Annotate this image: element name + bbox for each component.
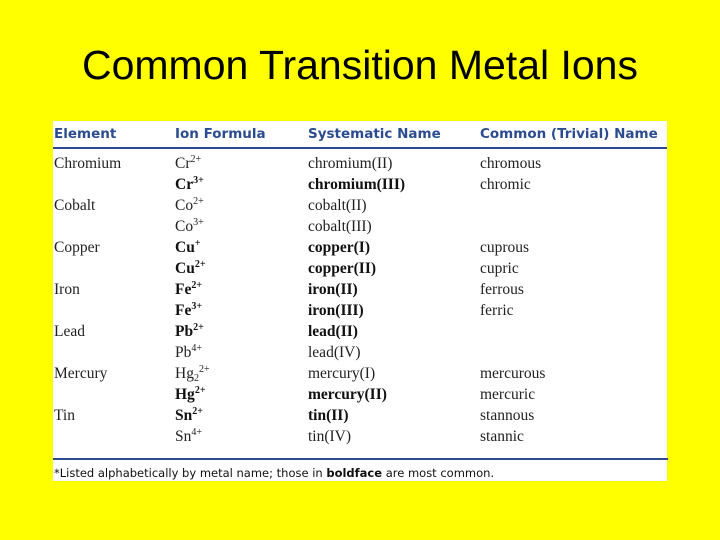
ion-formula-cell	[175, 365, 210, 383]
table-row	[53, 195, 667, 216]
ion-symbol: Cr	[175, 155, 191, 172]
ion-charge: 2+	[191, 280, 203, 291]
table-row	[53, 237, 667, 258]
ion-formula-cell	[175, 197, 204, 215]
table-row	[53, 342, 667, 363]
ion-symbol: Hg	[175, 386, 195, 403]
ion-symbol: Co	[175, 197, 194, 214]
systematic-name-cell: copper(I)	[308, 239, 370, 256]
common-name-cell: mercurous	[480, 365, 546, 382]
ion-charge: 4+	[191, 343, 203, 354]
systematic-name-cell: mercury(I)	[308, 365, 376, 382]
ion-formula-cell	[175, 428, 202, 446]
ion-symbol: Sn	[175, 407, 193, 424]
ion-symbol: Cu	[175, 260, 195, 277]
ion-formula-cell	[175, 407, 203, 425]
ion-charge: 2+	[198, 364, 210, 375]
systematic-name-cell: chromium(II)	[308, 155, 393, 172]
ion-symbol: Cr	[175, 176, 194, 193]
table-row	[53, 279, 667, 300]
element-cell: Iron	[54, 281, 80, 298]
ion-charge: 2+	[193, 196, 204, 207]
ion-formula-cell	[175, 344, 202, 362]
header-element: Element	[54, 126, 117, 142]
ion-formula-cell	[175, 218, 204, 236]
common-name-cell: ferric	[480, 302, 514, 319]
ion-formula-cell	[175, 176, 204, 194]
systematic-name-cell: cobalt(II)	[308, 197, 367, 214]
common-name-cell: cuprous	[480, 239, 530, 256]
table-row	[53, 300, 667, 321]
ion-symbol: Co	[175, 218, 194, 235]
slide-title: Common Transition Metal Ions	[81, 42, 638, 88]
systematic-name-cell: chromium(III)	[308, 176, 406, 193]
header-ion-formula: Ion Formula	[175, 126, 266, 142]
systematic-name-cell: iron(II)	[308, 281, 358, 298]
ion-formula-cell	[175, 386, 206, 404]
table-row	[53, 363, 667, 384]
table-row	[53, 153, 667, 174]
common-name-cell: stannic	[480, 428, 524, 445]
table-row	[53, 426, 667, 447]
table-header	[53, 121, 667, 149]
common-name-cell: chromous	[480, 155, 542, 172]
element-cell: Lead	[54, 323, 85, 340]
ion-charge: 3+	[191, 301, 203, 312]
footnote-bold-word: boldface	[326, 466, 383, 480]
ion-formula-cell	[175, 155, 201, 173]
ion-charge: 2+	[194, 259, 206, 270]
ion-formula-cell	[175, 302, 202, 320]
element-cell: Copper	[54, 239, 100, 256]
systematic-name-cell: mercury(II)	[308, 386, 387, 403]
ion-charge: 3+	[193, 217, 204, 228]
ion-charge: 4+	[191, 427, 203, 438]
ion-formula-cell	[175, 323, 204, 341]
ion-formula-cell	[175, 281, 202, 299]
ion-charge: 2+	[190, 154, 202, 165]
ion-table	[53, 121, 667, 481]
table-row	[53, 258, 667, 279]
table-row	[53, 405, 667, 426]
systematic-name-cell: cobalt(III)	[308, 218, 372, 235]
element-cell: Cobalt	[54, 197, 96, 214]
ion-formula-cell	[175, 260, 206, 278]
ion-symbol: Hg	[175, 365, 194, 382]
ion-charge: 2+	[194, 385, 206, 396]
table-row	[53, 384, 667, 405]
table-row	[53, 216, 667, 237]
common-name-cell: stannous	[480, 407, 535, 424]
systematic-name-cell: iron(III)	[308, 302, 364, 319]
systematic-name-cell: copper(II)	[308, 260, 377, 277]
systematic-name-cell: lead(II)	[308, 323, 358, 340]
common-name-cell: ferrous	[480, 281, 524, 298]
common-name-cell: chromic	[480, 176, 531, 193]
ion-symbol: Cu	[175, 239, 195, 256]
ion-symbol: Fe	[175, 281, 192, 298]
ion-symbol: Pb	[175, 323, 194, 340]
ion-subscript: 2	[193, 373, 199, 384]
ion-symbol: Pb	[175, 344, 192, 361]
ion-symbol: Fe	[175, 302, 192, 319]
table-footnote	[53, 458, 668, 480]
common-name-cell: mercuric	[480, 386, 536, 403]
element-cell: Mercury	[54, 365, 108, 382]
footnote-text: *Listed alphabetically by metal name; those in	[54, 466, 327, 480]
element-cell: Chromium	[54, 155, 122, 172]
table-row	[53, 321, 667, 342]
ion-charge: 2+	[193, 322, 204, 333]
ion-symbol: Sn	[175, 428, 192, 445]
ion-charge: 2+	[192, 406, 203, 417]
header-common-name: Common (Trivial) Name	[480, 126, 658, 142]
ion-formula-cell	[175, 239, 201, 257]
systematic-name-cell: lead(IV)	[308, 344, 361, 361]
header-systematic-name: Systematic Name	[308, 126, 441, 142]
footnote-text-end: are most common.	[382, 466, 495, 480]
ion-charge: 3+	[193, 175, 204, 186]
table-body	[53, 153, 667, 447]
element-cell: Tin	[54, 407, 75, 424]
systematic-name-cell: tin(II)	[308, 407, 349, 424]
systematic-name-cell: tin(IV)	[308, 428, 352, 445]
common-name-cell: cupric	[480, 260, 519, 277]
ion-charge: +	[194, 238, 201, 249]
table-row	[53, 174, 667, 195]
